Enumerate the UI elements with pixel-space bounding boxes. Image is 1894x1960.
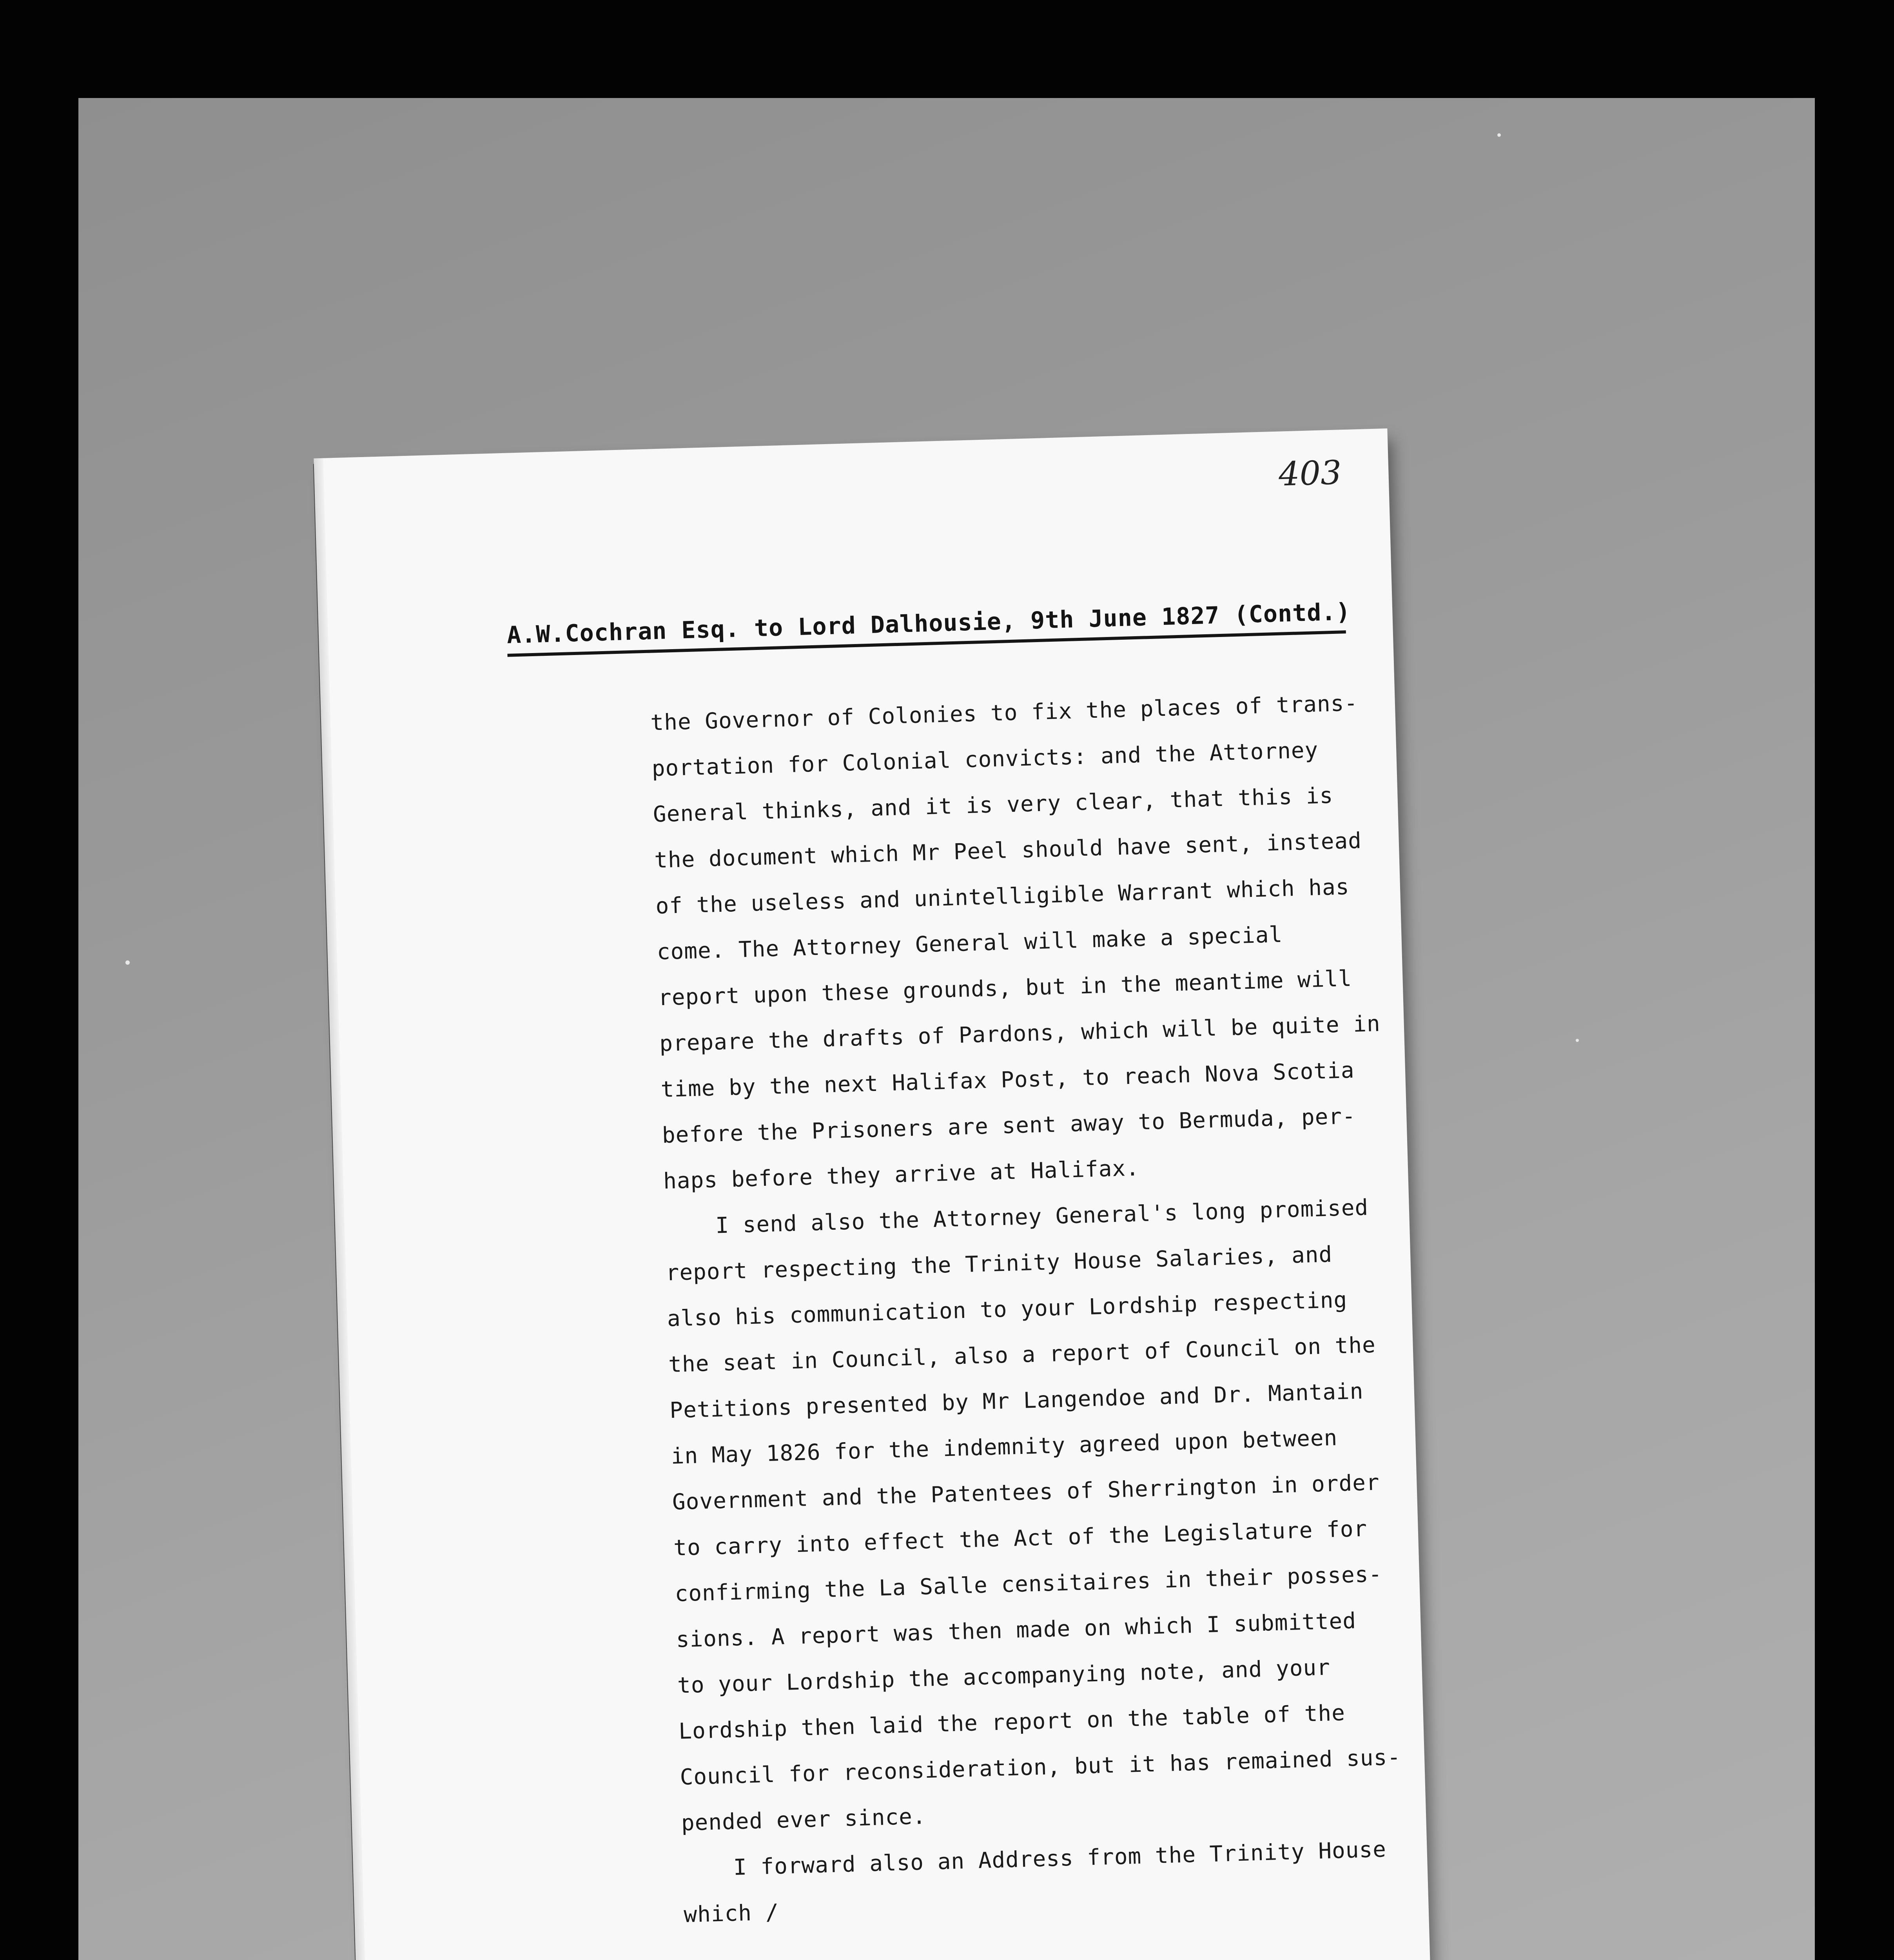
photo-backdrop (78, 98, 1815, 1960)
text-line: which / (683, 1899, 780, 1928)
text-line: the seat in Council, also a report of Council on the (668, 1332, 1376, 1377)
text-line: the document which Mr Peel should have sent, instead (654, 828, 1362, 873)
dust-speck (1497, 133, 1501, 137)
text-line: the Governor of Colonies to fix the places of trans- (650, 690, 1358, 736)
letter-body (650, 680, 1413, 1938)
text-line: report upon these grounds, but in the meantime will (658, 965, 1352, 1011)
text-line: Lordship then laid the report on the table of the (678, 1700, 1346, 1744)
text-line: before the Prisoners are sent away to Bermuda, per- (662, 1103, 1356, 1149)
text-line: also his communication to your Lordship respecting (667, 1287, 1348, 1332)
text-line: General thinks, and it is very clear, that this is (653, 783, 1334, 828)
text-line: of the useless and unintelligible Warrant which has (655, 874, 1350, 919)
text-line: prepare the drafts of Pardons, which will be quite in (659, 1011, 1381, 1057)
text-line: to your Lordship the accompanying note, and your (677, 1655, 1331, 1699)
dust-speck (1576, 1039, 1579, 1042)
dust-speck (125, 960, 130, 965)
text-line: sions. A report was then made on which I submitted (675, 1608, 1357, 1653)
text-line: Petitions presented by Mr Langendoe and Dr. Mantain (669, 1378, 1364, 1423)
page-heading: A.W.Cochran Esq. to Lord Dalhousie, 9th June 1827 (Contd.) (506, 598, 1351, 649)
typed-page (321, 428, 1434, 1960)
text-line: confirming the La Salle censitaires in their posses- (674, 1561, 1382, 1607)
folio-number: 403 (1278, 453, 1342, 494)
text-line: I send also the Attorney General's long promised (715, 1195, 1369, 1239)
text-line: haps before they arrive at Halifax. (663, 1155, 1140, 1194)
heading-underline (506, 598, 1351, 657)
text-line: Government and the Patentees of Sherrington in order (672, 1470, 1380, 1515)
text-line: Council for reconsideration, but it has remained sus- (679, 1744, 1401, 1790)
text-line: to carry into effect the Act of the Legislature for (673, 1516, 1368, 1561)
text-line: pended ever since. (681, 1804, 927, 1836)
text-line: portation for Colonial convicts: and the Attorney (651, 737, 1319, 782)
text-line: time by the next Halifax Post, to reach Nova Scotia (660, 1057, 1355, 1103)
text-line: in May 1826 for the indemnity agreed upon between (670, 1425, 1338, 1469)
text-line: come. The Attorney General will make a special (656, 922, 1283, 965)
text-line: I forward also an Address from the Trinity House (733, 1837, 1387, 1880)
text-line: report respecting the Trinity House Salaries, and (665, 1241, 1333, 1286)
